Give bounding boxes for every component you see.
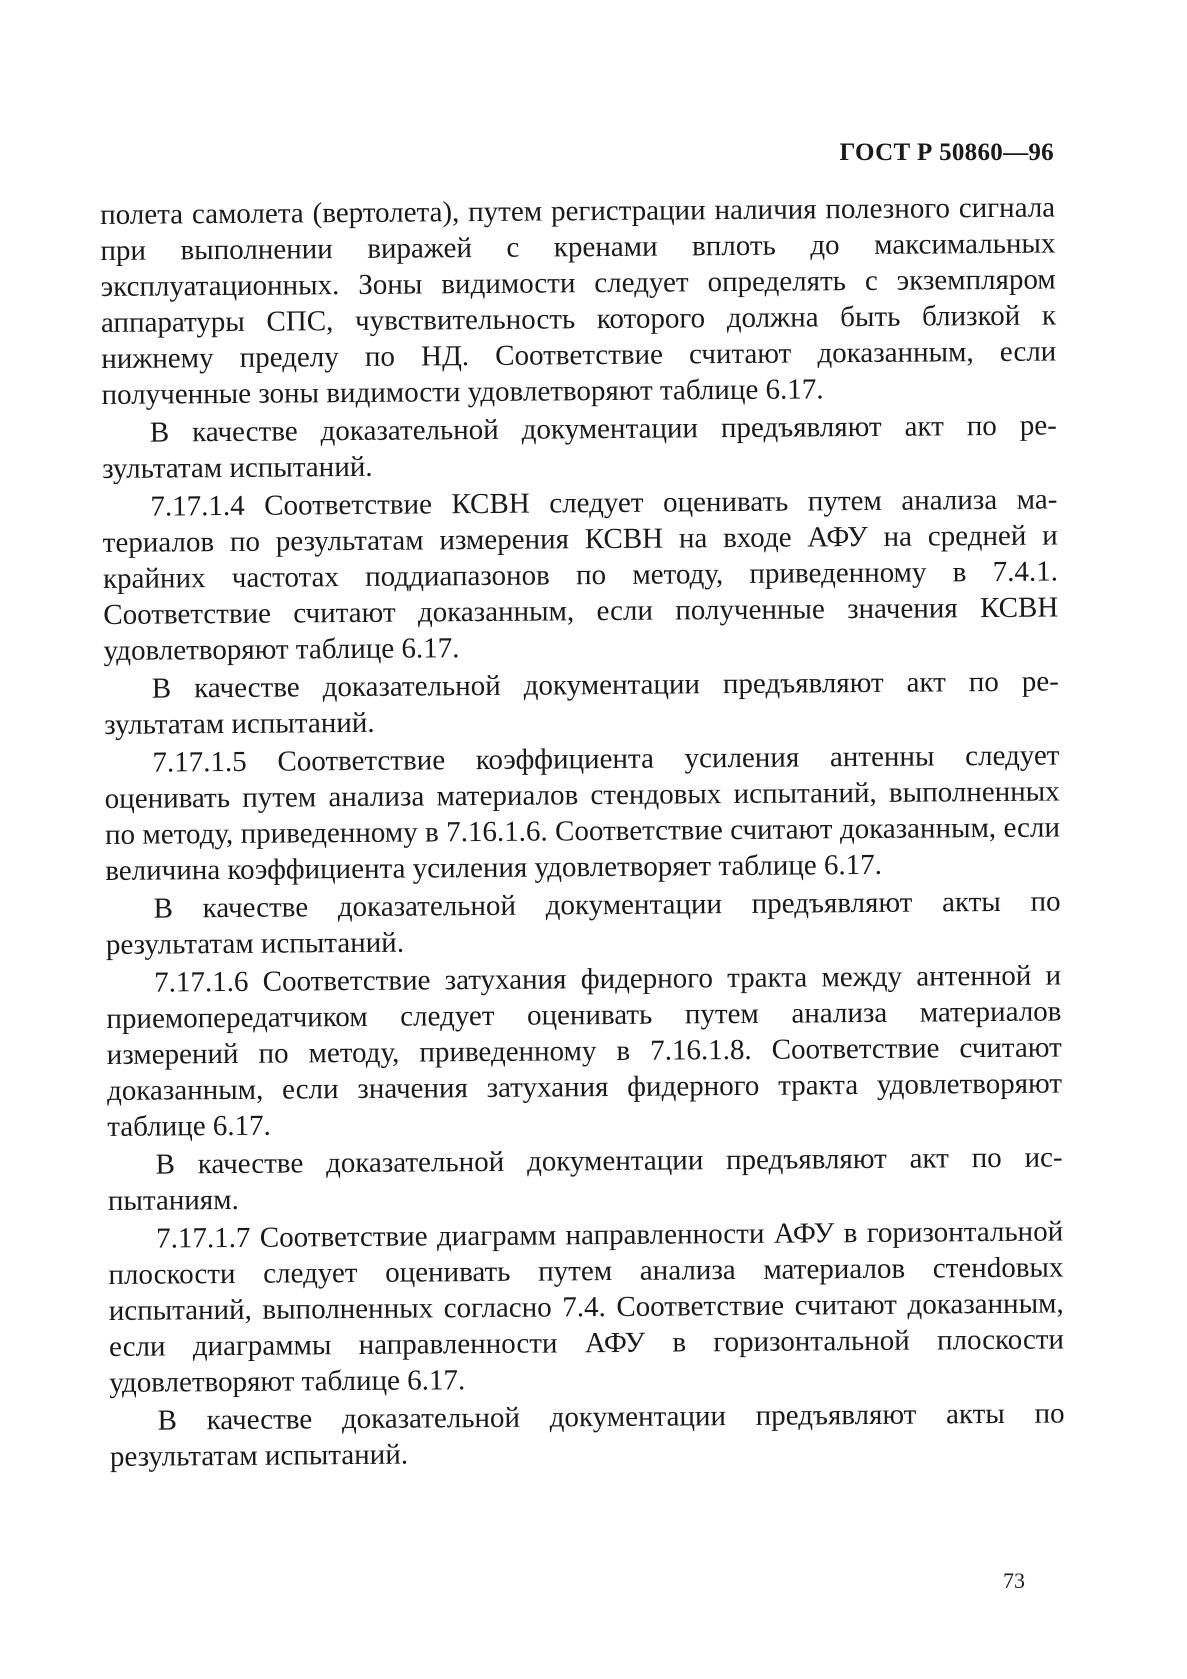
paragraph-9: 7.17.1.7 Соответствие диаграмм направленности АФУ в горизонтальной плоскости следует оценивать путем анализа материалов стенdовых испытаний, выполненных согласно 7.4. Соответствие считают доказанным, если диаграммы направленности АФУ в горизонтальной плоскости удовлетворяют таблице 6.17. (108, 1215, 1065, 1399)
paragraph-2: В качестве доказательной документации предъявляют акт по результатам испытаний. (102, 409, 1057, 485)
paragraph-5: 7.17.1.5 Соответствие коэффициента усиления антенны следует оценивать путем анализа материалов стендовых испытаний, выполненных по методу, приведенному в 7.16.1.6. Соответствие считают доказанным, если величина коэффициента усиления удовлетворяет таблице 6.17. (104, 739, 1061, 887)
paragraph-10: В качестве доказательной документации предъявляют акты по результатам испытаний. (109, 1397, 1065, 1473)
paragraph-4: В качестве доказательной документации предъявляют акт по результатам испытаний. (104, 665, 1059, 741)
paragraph-3: 7.17.1.4 Соответствие КСВН следует оценивать путем анализа материалов по результатам измерения КСВН на входе АФУ на средней и крайних частотах поддиапазонов по методу, приведенному в 7.4.1. Соответствие считают доказанным, если полученные значения КСВН удовлетворяют таблице 6.17. (102, 483, 1059, 667)
paragraph-8: В качестве доказательной документации предъявляют акт по испытаниям. (107, 1141, 1063, 1217)
paragraph-7: 7.17.1.6 Соответствие затухания фидерного тракта между антенной и приемопередатчиком следует оценивать путем анализа материалов измерений по методу, приведенному в 7.16.1.8. Соответствие считают доказанным, если значения затухания фидерного тракта удовлетворяют таблице 6.17. (106, 959, 1063, 1143)
document-code-header: ГОСТ Р 50860—96 (839, 139, 1054, 166)
page-body (100, 189, 1065, 1476)
paragraph-1: полета самолета (вертолета), путем регистрации наличия полезного сигнала при выполнении виражей с кренами вплоть до максимальных эксплуатационных. Зоны видимости следует определять с экземпляром аппаратуры СПС, чувствительность которого должна быть близкой к нижнему пределу по НД. Соответствие считают доказанным, если полученные зоны видимости удовлетворяют таблице 6.17. (100, 191, 1057, 411)
paragraph-6: В качестве доказательной документации предъявляют акты по результатам испытаний. (105, 885, 1061, 961)
page-number: 73 (1003, 1568, 1025, 1593)
